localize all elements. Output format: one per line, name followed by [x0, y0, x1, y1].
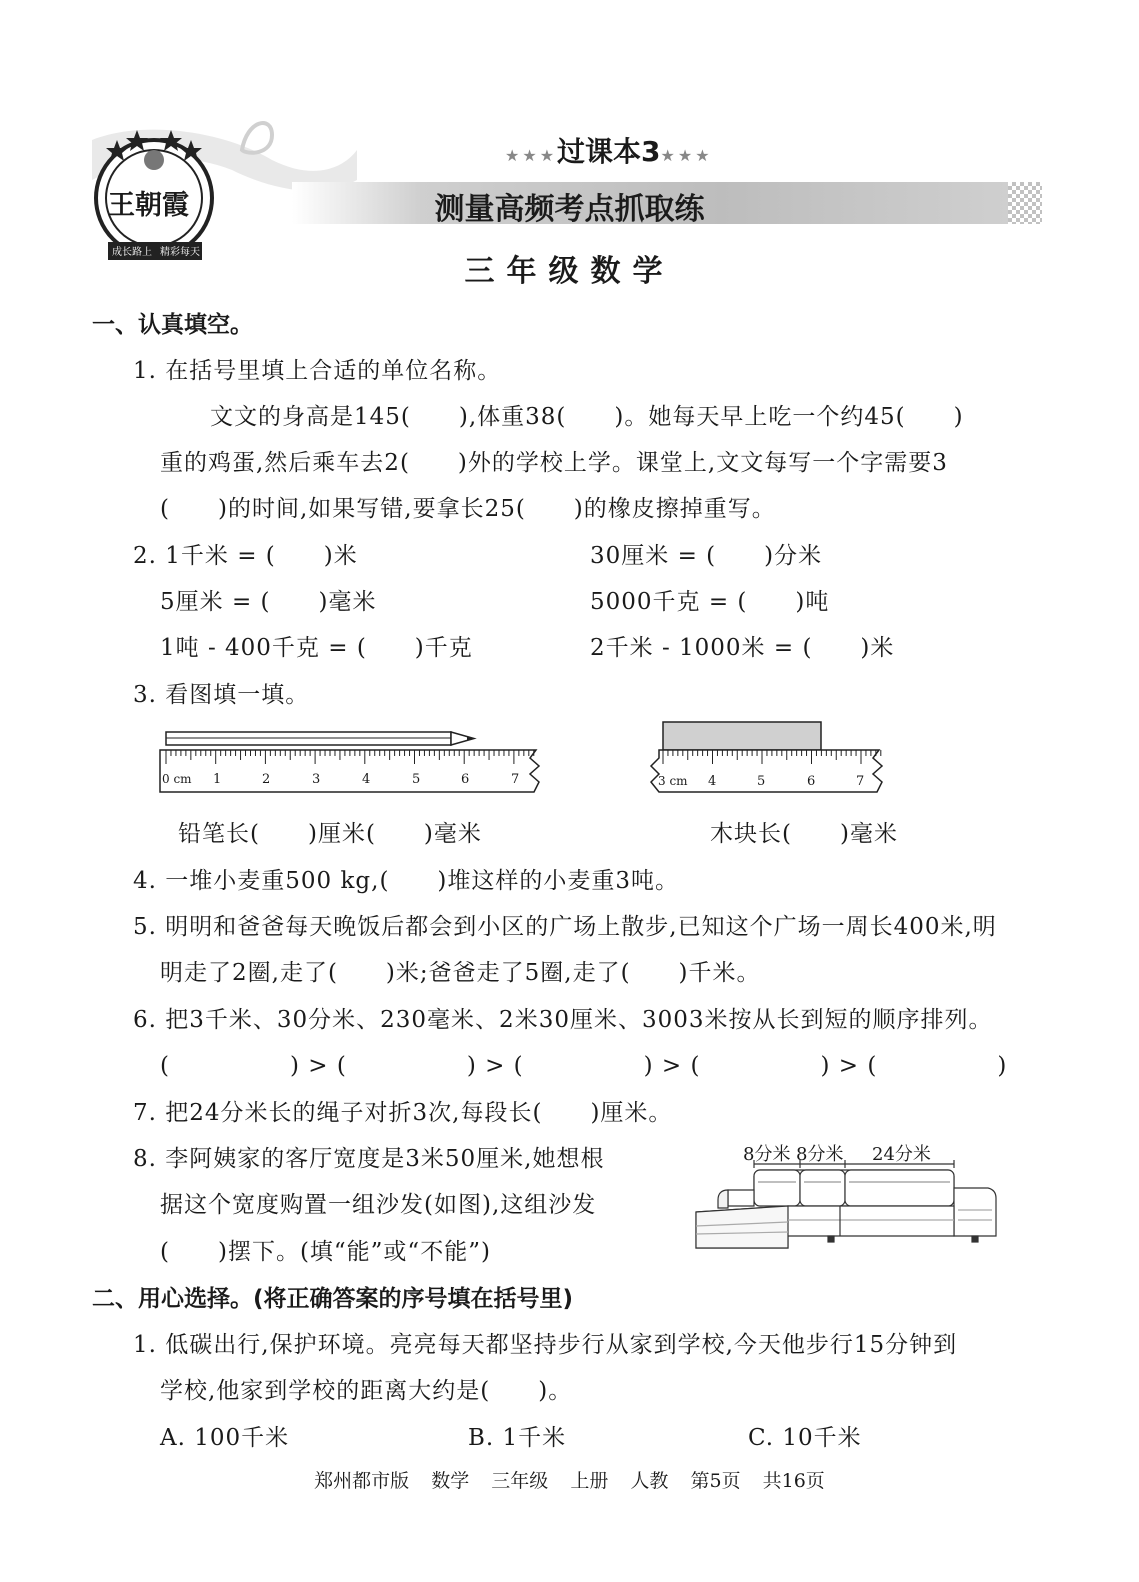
brand-slogan-2: 精彩每天: [160, 247, 200, 258]
ruler1-tick-4: 4: [362, 772, 372, 787]
q3-pencil-answer: 铅笔长( )厘米( )毫米: [178, 821, 482, 847]
ruler1-tick-1: 1: [213, 772, 223, 787]
block-ruler-figure: [645, 720, 890, 800]
ruler2-tick-3: 6: [807, 774, 817, 789]
footer-page: 第5页: [690, 1470, 741, 1492]
ruler1-tick-3: 3: [312, 772, 322, 787]
sofa-label-2: 8分米: [796, 1144, 844, 1165]
sofa-label-1: 8分米: [743, 1144, 791, 1165]
q2-item-c: 5厘米 = ( )毫米: [160, 589, 377, 615]
banner-title: 测量高频考点抓取练: [434, 192, 705, 227]
brand-name: 王朝霞: [108, 190, 189, 221]
s2-option-a: A. 100千米: [160, 1425, 290, 1451]
q2-item-a: 2. 1千米 = ( )米: [133, 543, 358, 569]
ruler2-tick-4: 7: [856, 774, 866, 789]
q1-line-2: 重的鸡蛋,然后乘车去2( )外的学校上学。课堂上,文文每写一个字需要3: [160, 450, 948, 476]
pencil-ruler-figure: [158, 720, 553, 800]
footer-subject: 数学: [431, 1470, 470, 1492]
star-icon: ★★★: [660, 146, 713, 165]
ruler2-tick-2: 5: [757, 774, 767, 789]
ruler1-tick-0: 0 cm: [162, 772, 192, 786]
sofa-figure: [688, 1160, 1000, 1252]
q1-prompt: 1. 在括号里填上合适的单位名称。: [133, 358, 502, 384]
series-label: [505, 130, 713, 170]
section-2-title: 二、用心选择。(将正确答案的序号填在括号里): [92, 1286, 574, 1312]
ruler1-tick-6: 6: [461, 772, 471, 787]
brand-slogan-1: 成长路上: [112, 247, 152, 258]
q2-item-d: 5000千克 = ( )吨: [590, 589, 830, 615]
q6-line-2: ( ) > ( ) > ( ) > ( ) > ( ): [160, 1053, 1008, 1079]
q2-item-b: 30厘米 = ( )分米: [590, 543, 823, 569]
q7: 7. 把24分米长的绳子对折3次,每段长( )厘米。: [133, 1100, 673, 1126]
ruler1-tick-2: 2: [262, 772, 272, 787]
pencil: [166, 732, 474, 745]
s2-q1-line-2: 学校,他家到学校的距离大约是( )。: [160, 1378, 573, 1404]
footer-total: 共16页: [762, 1470, 825, 1492]
q8-line-2: 据这个宽度购置一组沙发(如图),这组沙发: [160, 1192, 597, 1218]
footer-volume: 上册: [570, 1470, 609, 1492]
footer-edition: 郑州都市版: [314, 1470, 410, 1492]
q5-line-2: 明走了2圈,走了( )米;爸爸走了5圈,走了( )千米。: [160, 960, 761, 986]
q6-line-1: 6. 把3千米、30分米、230毫米、2米30厘米、3003米按从长到短的顺序排列。: [133, 1007, 993, 1033]
q2-item-f: 2千米 - 1000米 = ( )米: [590, 635, 895, 661]
s2-q1-line-1: 1. 低碳出行,保护环境。亮亮每天都坚持步行从家到学校,今天他步行15分钟到: [133, 1332, 958, 1358]
page-footer: [0, 1466, 1139, 1493]
q5-line-1: 5. 明明和爸爸每天晚饭后都会到小区的广场上散步,已知这个广场一周长400米,明: [133, 914, 997, 940]
q1-line-3: ( )的时间,如果写错,要拿长25( )的橡皮擦掉重写。: [160, 496, 776, 522]
section-1-title: 一、认真填空。: [92, 312, 253, 338]
grade-title: 三年级数学: [464, 254, 675, 289]
series-text: 过课本3: [557, 135, 661, 168]
q4: 4. 一堆小麦重500 kg,( )堆这样的小麦重3吨。: [133, 868, 680, 894]
q2-item-e: 1吨 - 400千克 = ( )千克: [160, 635, 473, 661]
q3-prompt: 3. 看图填一填。: [133, 682, 310, 708]
star-icon: ★★★: [505, 146, 558, 165]
ruler1-tick-5: 5: [412, 772, 422, 787]
q8-line-1: 8. 李阿姨家的客厅宽度是3米50厘米,她想根: [133, 1146, 605, 1172]
wood-block: [663, 722, 821, 750]
ruler1-tick-7: 7: [511, 772, 521, 787]
q3-block-answer: 木块长( )毫米: [710, 821, 898, 847]
q1-line-1: 文文的身高是145( ),体重38( )。她每天早上吃一个约45( ): [210, 404, 964, 430]
s2-option-b: B. 1千米: [468, 1425, 567, 1451]
s2-option-c: C. 10千米: [748, 1425, 862, 1451]
q8-line-3: ( )摆下。(填“能”或“不能”): [160, 1239, 491, 1265]
ruler2-tick-0: 3 cm: [658, 774, 688, 788]
ruler2-tick-1: 4: [708, 774, 718, 789]
sofa-label-3: 24分米: [872, 1144, 931, 1165]
footer-publisher: 人教: [630, 1470, 669, 1492]
footer-grade: 三年级: [491, 1470, 549, 1492]
